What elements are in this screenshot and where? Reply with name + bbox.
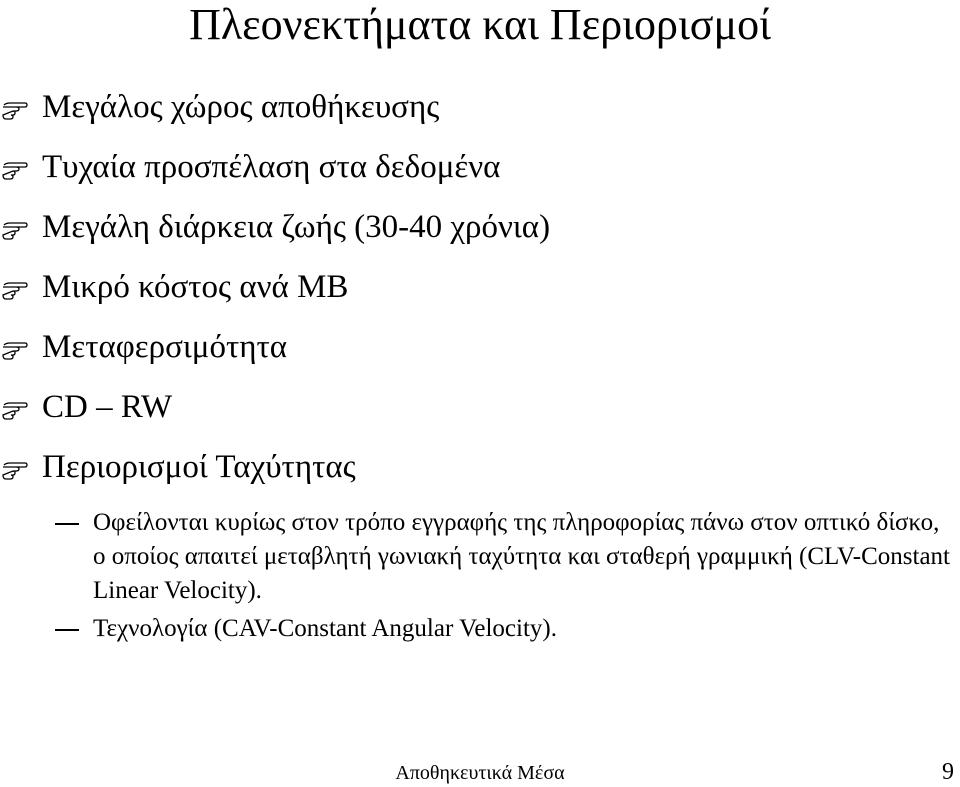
pointing-hand-icon xyxy=(2,158,28,180)
bullet-text: Μεταφερσιμότητα xyxy=(42,329,288,365)
bullet-item xyxy=(0,326,960,386)
dash-bullet-icon xyxy=(55,629,79,631)
bullet-text: Περιορισμοί Ταχύτητας xyxy=(42,449,356,485)
sub-bullet-item xyxy=(0,506,960,608)
bullet-item xyxy=(0,86,960,146)
bullet-item xyxy=(0,266,960,326)
bullet-item xyxy=(0,386,960,446)
sub-bullet-list xyxy=(0,506,960,646)
bullet-item xyxy=(0,446,960,506)
bullet-item xyxy=(0,206,960,266)
bullet-item xyxy=(0,146,960,206)
bullet-text: Μικρό κόστος ανά MB xyxy=(42,269,349,305)
bullet-text: CD – RW xyxy=(42,389,173,425)
pointing-hand-icon xyxy=(2,338,28,360)
pointing-hand-icon xyxy=(2,398,28,420)
dash-bullet-icon xyxy=(55,523,79,525)
bullet-text: Μεγάλη διάρκεια ζωής (30-40 χρόνια) xyxy=(42,209,551,245)
page-number: 9 xyxy=(942,759,954,785)
sub-bullet-text: Τεχνολογία (CAV-Constant Angular Velocity). xyxy=(93,615,557,642)
pointing-hand-icon xyxy=(2,278,28,300)
footer-title: Αποθηκευτικά Μέσα xyxy=(395,762,565,784)
pointing-hand-icon xyxy=(2,458,28,480)
pointing-hand-icon xyxy=(2,218,28,240)
bullet-text: Μεγάλος χώρος αποθήκευσης xyxy=(42,89,440,125)
sub-bullet-item xyxy=(0,612,960,646)
sub-bullet-text: Οφείλονται κυρίως στον τρόπο εγγραφής της πληροφορίας πάνω στον οπτικό δίσκο, ο οποίος απαιτεί μεταβλητή γωνιακή ταχύτητα και σταθερή γραμμική (CLV-Constant Linear Velocity). xyxy=(93,509,950,604)
bullet-text: Τυχαία προσπέλαση στα δεδομένα xyxy=(42,149,501,185)
pointing-hand-icon xyxy=(2,98,28,120)
bullet-list xyxy=(0,86,960,506)
slide-title: Πλεονεκτήματα και Περιορισμοί xyxy=(189,0,771,49)
